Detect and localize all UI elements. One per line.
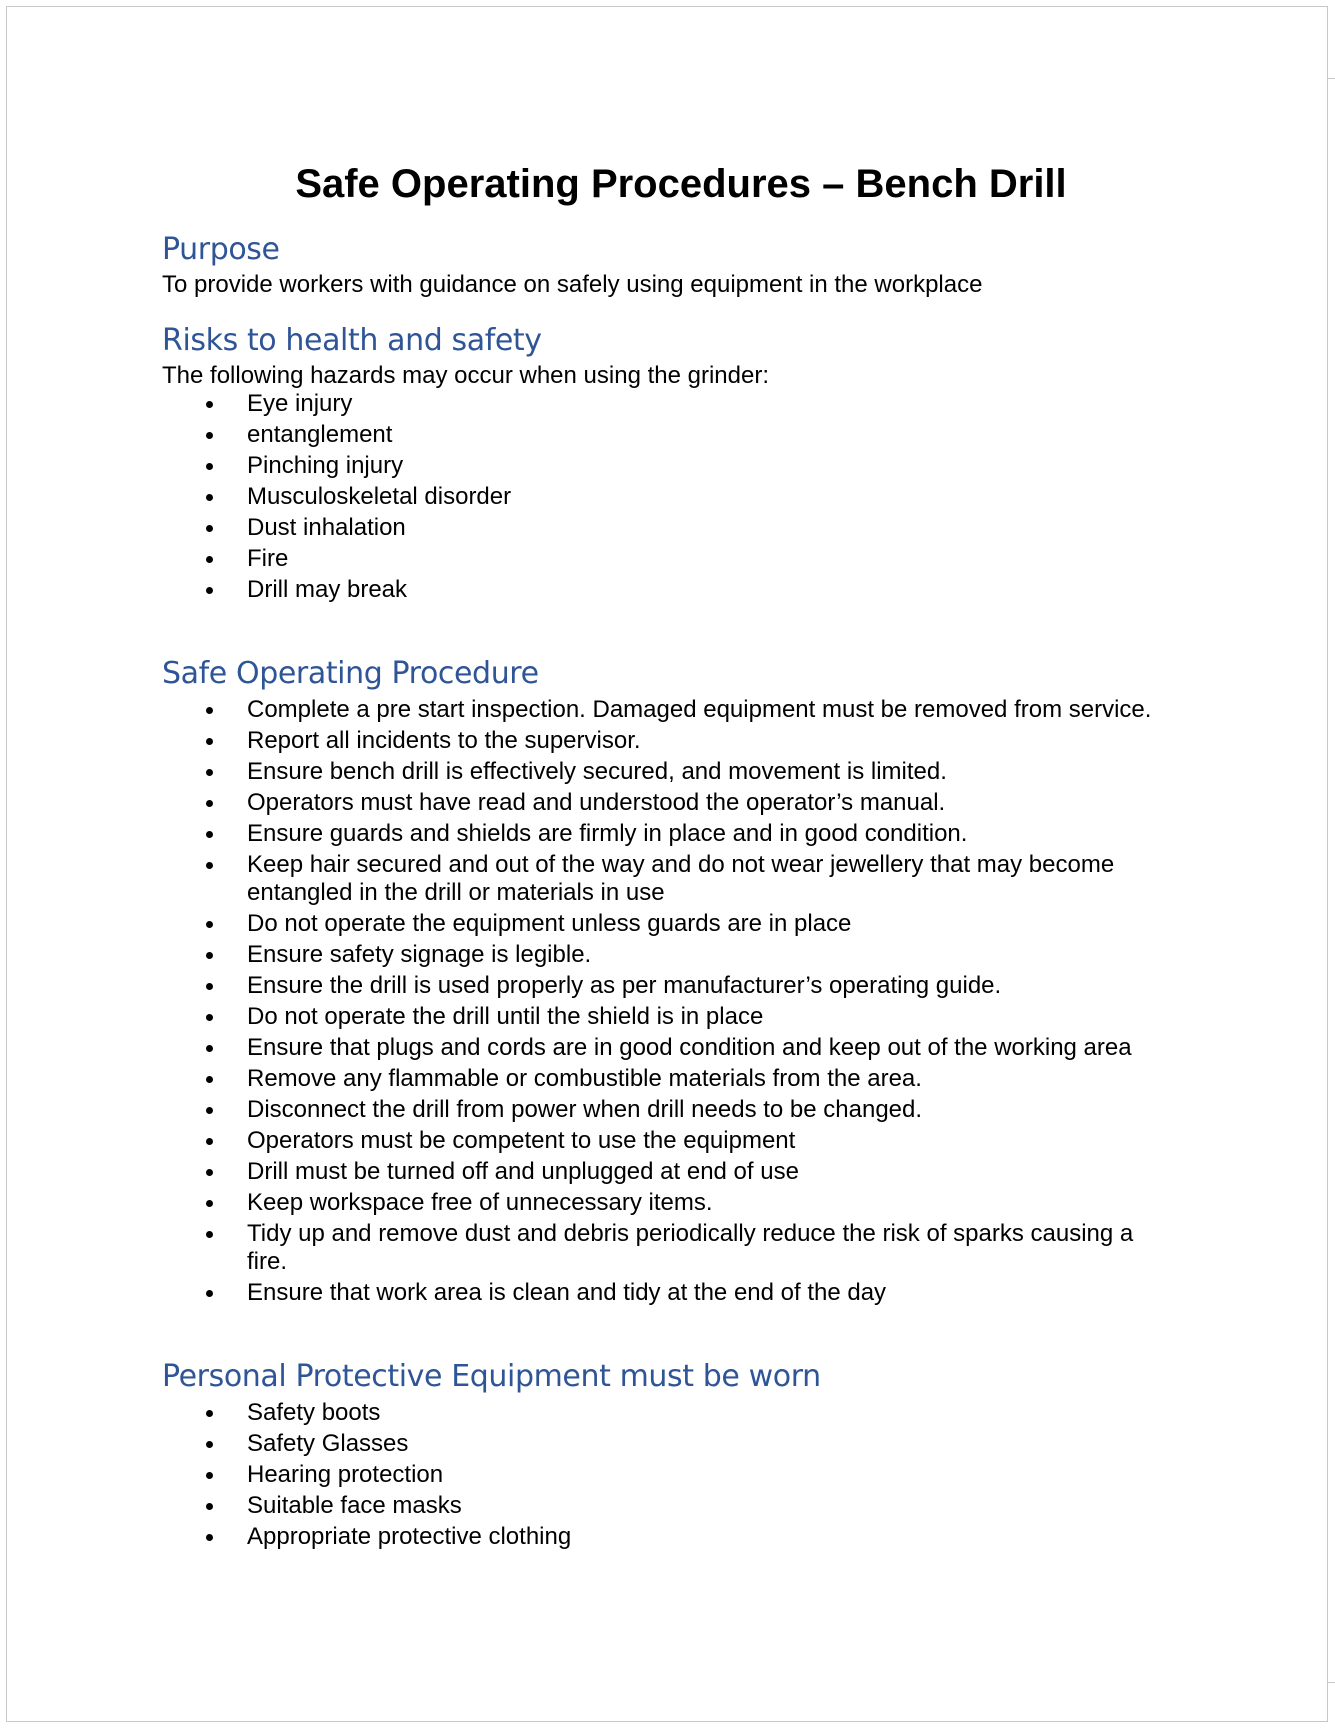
bullet-icon: [206, 1534, 213, 1541]
list-item-text: Ensure guards and shields are firmly in place and in good condition.: [247, 820, 968, 847]
bullet-icon: [206, 525, 213, 532]
list-item: [162, 545, 1172, 573]
list-item: [162, 390, 1172, 418]
list-item-text: Keep workspace free of unnecessary items.: [247, 1189, 713, 1216]
risks-list: [162, 390, 1172, 604]
bullet-icon: [206, 1231, 213, 1238]
list-item: [162, 576, 1172, 604]
list-item-text: Drill must be turned off and unplugged at end of use: [247, 1158, 799, 1185]
list-item-text: Operators must be competent to use the equipment: [247, 1127, 796, 1154]
procedure-heading: Safe Operating Procedure: [162, 656, 539, 691]
list-item-text: Ensure that plugs and cords are in good condition and keep out of the working area: [247, 1034, 1132, 1061]
list-item-text: Do not operate the equipment unless guards are in place: [247, 910, 852, 937]
bullet-icon: [206, 401, 213, 408]
bullet-icon: [206, 800, 213, 807]
list-item: [162, 758, 1172, 786]
list-item-text: Remove any flammable or combustible materials from the area.: [247, 1065, 922, 1092]
list-item: [162, 1461, 1172, 1489]
list-item: [162, 1096, 1172, 1124]
bullet-icon: [206, 1107, 213, 1114]
list-item-text: Eye injury: [247, 390, 353, 417]
risks-heading: Risks to health and safety: [162, 323, 542, 358]
list-item-text: Do not operate the drill until the shield is in place: [247, 1003, 764, 1030]
bullet-icon: [206, 1410, 213, 1417]
list-item-text: Ensure the drill is used properly as per manufacturer’s operating guide.: [247, 972, 1002, 999]
bullet-icon: [206, 1503, 213, 1510]
list-item: [162, 910, 1172, 938]
bullet-icon: [206, 769, 213, 776]
list-item: [162, 941, 1172, 969]
bullet-icon: [206, 556, 213, 563]
risks-intro: The following hazards may occur when using the grinder:: [162, 362, 769, 389]
list-item: [162, 1492, 1172, 1520]
list-item-text: Drill may break: [247, 576, 408, 603]
bullet-icon: [206, 1076, 213, 1083]
list-item-text: Report all incidents to the supervisor.: [247, 727, 641, 754]
list-item: [162, 1220, 1172, 1276]
bullet-icon: [206, 707, 213, 714]
bullet-icon: [206, 1441, 213, 1448]
bullet-icon: [206, 1169, 213, 1176]
bullet-icon: [206, 862, 213, 869]
list-item: [162, 820, 1172, 848]
bullet-icon: [206, 494, 213, 501]
list-item: [162, 1189, 1172, 1217]
list-item: [162, 789, 1172, 817]
list-item: [162, 514, 1172, 542]
procedure-list: [162, 696, 1172, 1307]
list-item: [162, 483, 1172, 511]
bullet-icon: [206, 1290, 213, 1297]
list-item: [162, 1127, 1172, 1155]
list-item: [162, 1279, 1172, 1307]
list-item-text: Disconnect the drill from power when drill needs to be changed.: [247, 1096, 923, 1123]
list-item-text: Safety Glasses: [247, 1430, 409, 1457]
document-body: [162, 160, 1172, 1554]
page-edge-divider: [1328, 1682, 1335, 1683]
list-item-text: Operators must have read and understood the operator’s manual.: [247, 789, 946, 816]
list-item: [162, 1003, 1172, 1031]
bullet-icon: [206, 1014, 213, 1021]
list-item: [162, 1158, 1172, 1186]
list-item-text: Hearing protection: [247, 1461, 444, 1488]
list-item-text: Keep hair secured and out of the way and do not wear jewellery that may become entangled in the drill or materials in use: [247, 851, 1115, 906]
list-item: [162, 1034, 1172, 1062]
list-item-text: Complete a pre start inspection. Damaged equipment must be removed from service.: [247, 696, 1152, 723]
purpose-heading: Purpose: [162, 232, 280, 267]
list-item-text: Tidy up and remove dust and debris periodically reduce the risk of sparks causing a fire.: [247, 1220, 1134, 1275]
list-item: [162, 1399, 1172, 1427]
list-item-text: Appropriate protective clothing: [247, 1523, 572, 1550]
list-item-text: Safety boots: [247, 1399, 381, 1426]
list-item-text: Dust inhalation: [247, 514, 406, 541]
list-item-text: Fire: [247, 545, 289, 572]
bullet-icon: [206, 831, 213, 838]
list-item-text: entanglement: [247, 421, 393, 448]
bullet-icon: [206, 1045, 213, 1052]
list-item: [162, 972, 1172, 1000]
bullet-icon: [206, 952, 213, 959]
list-item-text: Suitable face masks: [247, 1492, 462, 1519]
list-item: [162, 696, 1172, 724]
purpose-text: To provide workers with guidance on safely using equipment in the workplace: [162, 271, 983, 298]
bullet-icon: [206, 738, 213, 745]
list-item-text: Ensure that work area is clean and tidy at the end of the day: [247, 1279, 887, 1306]
bullet-icon: [206, 921, 213, 928]
list-item: [162, 452, 1172, 480]
bullet-icon: [206, 1138, 213, 1145]
list-item-text: Pinching injury: [247, 452, 404, 479]
page-edge-divider: [1328, 78, 1335, 79]
list-item: [162, 727, 1172, 755]
list-item: [162, 421, 1172, 449]
bullet-icon: [206, 463, 213, 470]
document-title: Safe Operating Procedures – Bench Drill: [295, 162, 1067, 206]
bullet-icon: [206, 1472, 213, 1479]
ppe-heading: Personal Protective Equipment must be worn: [162, 1359, 821, 1394]
ppe-list: [162, 1399, 1172, 1551]
list-item-text: Musculoskeletal disorder: [247, 483, 512, 510]
list-item-text: Ensure bench drill is effectively secured, and movement is limited.: [247, 758, 947, 785]
bullet-icon: [206, 432, 213, 439]
list-item: [162, 1523, 1172, 1551]
list-item: [162, 1065, 1172, 1093]
list-item: [162, 1430, 1172, 1458]
bullet-icon: [206, 983, 213, 990]
bullet-icon: [206, 587, 213, 594]
bullet-icon: [206, 1200, 213, 1207]
list-item-text: Ensure safety signage is legible.: [247, 941, 592, 968]
list-item: [162, 851, 1172, 907]
